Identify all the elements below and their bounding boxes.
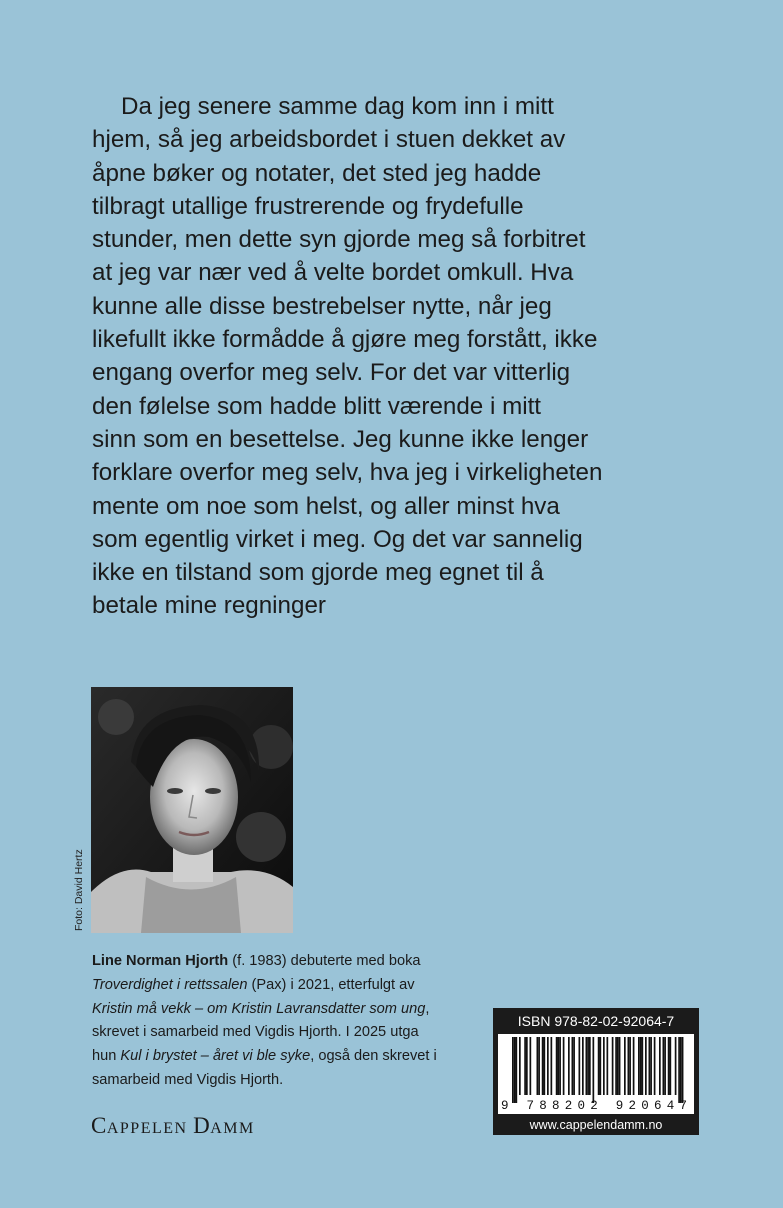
author-portrait-image <box>91 687 293 933</box>
excerpt-line: Da jeg senere samme dag kom inn i mitt <box>121 93 554 120</box>
bio-line: samarbeid med Vigdis Hjorth. <box>92 1071 284 1088</box>
excerpt-line: tilbragt utallige frustrerende og frydefulle <box>92 192 524 220</box>
bio-line: skrevet i samarbeid med Vigdis Hjorth. I 2025 utga <box>92 1024 419 1041</box>
logo-text: AMM <box>210 1120 255 1137</box>
excerpt-line: ikke en tilstand som gjorde meg egnet til å <box>92 559 544 587</box>
excerpt-line: likefullt ikke formådde å gjøre meg forstått, ikke <box>92 326 598 354</box>
logo-letter: D <box>193 1113 211 1138</box>
book-title: Kul i brystet – året vi ble syke <box>120 1048 311 1065</box>
excerpt-line: åpne bøker og notater, det sted jeg hadde <box>92 159 542 187</box>
excerpt-line: betale mine regninger <box>92 592 326 620</box>
barcode-bars-icon <box>498 1034 694 1114</box>
excerpt-line: mente om noe som helst, og aller minst hva <box>92 492 560 520</box>
barcode-digits: 9 788202 920647 <box>501 1099 687 1113</box>
back-cover-excerpt <box>92 90 603 623</box>
photo-credit: Foto: David Hertz <box>73 849 85 931</box>
publisher-logo <box>91 1113 255 1139</box>
bio-line <box>92 1045 472 1069</box>
author-name: Line Norman Hjorth <box>92 953 229 969</box>
bio-text: hun <box>92 1048 121 1065</box>
author-photo <box>91 687 293 933</box>
excerpt-line: at jeg var nær ved å velte bordet omkull. Hva <box>92 259 574 287</box>
bio-line <box>92 974 472 998</box>
bio-text: (f. 1983) debuterte med boka <box>228 953 421 969</box>
isbn-barcode-block <box>493 1008 699 1135</box>
bio-text: , også den skrevet i <box>310 1048 437 1065</box>
excerpt-line: forklare overfor meg selv, hva jeg i virkeligheten <box>92 459 603 487</box>
excerpt-line: som egentlig virket i meg. Og det var sannelig <box>92 525 583 553</box>
excerpt-line: engang overfor meg selv. For det var vitterlig <box>92 359 571 387</box>
bio-line <box>92 998 472 1022</box>
excerpt-line: hjem, så jeg arbeidsbordet i stuen dekket av <box>92 126 566 154</box>
bio-line <box>92 950 472 974</box>
barcode <box>498 1034 694 1114</box>
book-title: Troverdighet i rettssalen <box>92 976 248 993</box>
isbn-label: ISBN 978-82-02-92064-7 <box>517 1013 675 1029</box>
bio-text: , <box>425 1000 430 1017</box>
excerpt-line: stunder, men dette syn gjorde meg så forbitret <box>92 226 586 254</box>
excerpt-line: sinn som en besettelse. Jeg kunne ikke lenger <box>92 425 589 453</box>
excerpt-line: den følelse som hadde blitt værende i mitt <box>92 392 542 420</box>
author-bio <box>92 950 472 1093</box>
publisher-url: www.cappelendamm.no <box>529 1118 663 1132</box>
bio-text: (Pax) i 2021, etterfulgt av <box>247 976 415 993</box>
logo-letter: C <box>91 1113 107 1138</box>
excerpt-line: kunne alle disse bestrebelser nytte, når jeg <box>92 292 552 320</box>
logo-text: APPELEN <box>106 1120 194 1137</box>
book-title: Kristin må vekk – om Kristin Lavransdatter som ung <box>92 1000 426 1017</box>
